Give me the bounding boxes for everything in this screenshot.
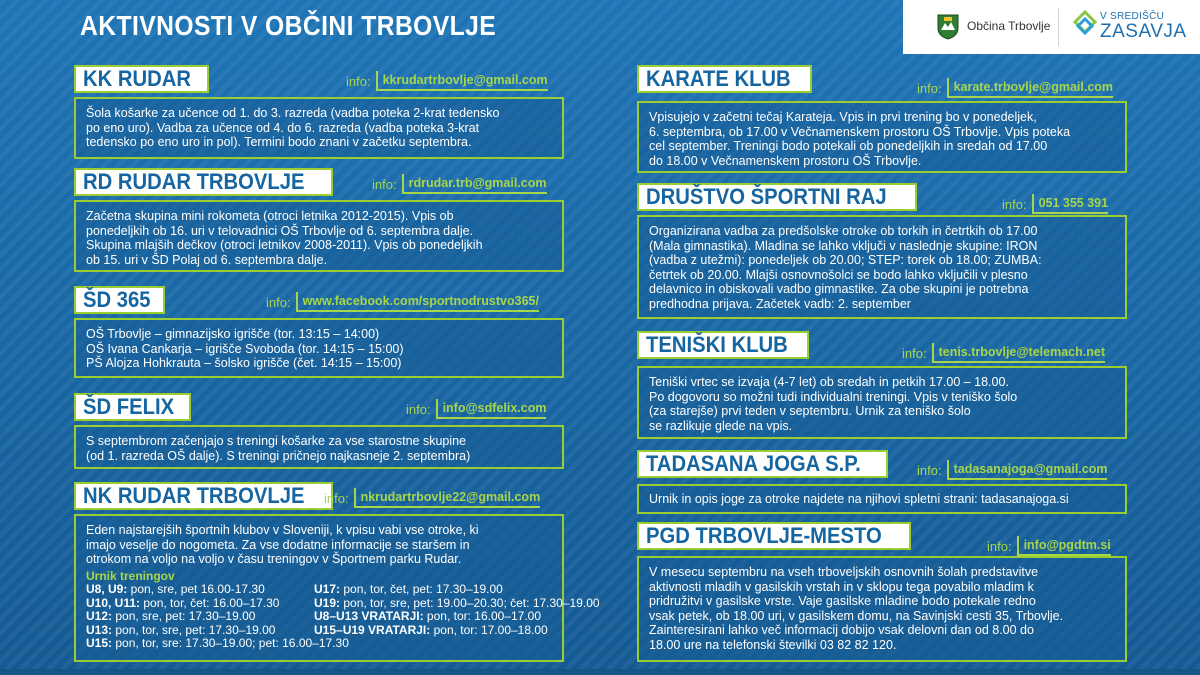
club-sd-365 [74, 286, 564, 380]
club-description-box [637, 215, 1127, 319]
schedule-group: U10, U11: [86, 595, 141, 610]
club-info [372, 173, 547, 195]
club-info [917, 459, 1107, 481]
schedule-column-right [314, 582, 600, 651]
schedule-group: U19: [314, 595, 341, 610]
club-sportni-raj [637, 183, 1127, 319]
club-title: PGD TRBOVLJE-MESTO [646, 523, 882, 548]
header [0, 0, 1200, 54]
schedule-group: U15–U19 VRATARJI: [314, 622, 431, 637]
club-info [987, 535, 1111, 557]
schedule-row [314, 595, 600, 611]
schedule-row [86, 583, 314, 597]
club-title: DRUŠTVO ŠPORTNI RAJ [646, 184, 887, 209]
club-email-link[interactable]: rdrudar.trb@gmail.com [402, 174, 547, 194]
schedule-group: U17: [314, 582, 341, 596]
club-title: KK RUDAR [83, 66, 191, 91]
club-description-box [637, 484, 1127, 514]
club-description: OŠ Trbovlje – gimnazijsko igrišče (tor. 13:15 – 14:00) OŠ Ivana Cankarja – igrišče Svoboda (tor. 14:15 – 15:00) PŠ Alojza Hohkrauta – šolsko igrišče (čet. 14:15 – 15:00) [86, 327, 404, 370]
club-sd-felix [74, 393, 564, 469]
schedule-group: U13: [86, 622, 113, 637]
club-description: V mesecu septembru na vseh trboveljskih osnovnih šolah predstavitve aktivnosti mladih v gasilskih vrstah in v sklopu tega povabilo mladim k pridružitvi v gasilske vrste. Vaje gasilske mladine bodo potekale redno vsak petek, ob 18.00 uri, v gasilskem domu, na Savinjski cesti 35, Trbovlje. Zainteresirani lahko več informacij dobijo vsak delovni dan od 8.00 do 18.00 ure na telefonski številki 03 82 82 120. [649, 565, 1064, 652]
info-label: info: [346, 73, 371, 89]
club-description: Teniški vrtec se izvaja (4-7 let) ob sredah in petkih 17.00 – 18.00. Po dogovoru so možni tudi individualni treningi. Vpis v teniško šolo (za starejše) prvi teden v septembru. Urnik za teniško šolo se razlikuje glede na vpis. [649, 375, 1018, 433]
club-email-link[interactable]: tadasanajoga@gmail.com [947, 460, 1108, 480]
schedule-times: pon, sre, pet 16.00-17.30 [127, 582, 265, 596]
info-label: info: [902, 345, 927, 361]
crest-icon [937, 14, 959, 40]
club-title: RD RUDAR TRBOVLJE [83, 169, 305, 194]
page-title: AKTIVNOSTI V OBČINI TRBOVLJE [80, 10, 497, 41]
club-title-bar [637, 522, 911, 550]
club-email-link[interactable]: kkrudartrbovlje@gmail.com [376, 71, 548, 91]
schedule-times: pon, tor, čet, pet: 17.30–19.00 [340, 582, 503, 596]
schedule-times: pon, tor, sre, pet: 19.00–20.30; čet: 17.30–19.00 [340, 595, 600, 610]
club-title-bar [637, 65, 812, 93]
schedule-row [314, 583, 584, 597]
club-title-bar [74, 482, 333, 510]
club-info [406, 398, 546, 420]
club-title: ŠD 365 [83, 287, 151, 312]
club-description: Vpisujejo v začetni tečaj Karateja. Vpis in prvi trening bo v ponedeljek, 6. septembra, ob 17.00 v Večnamenskem prostoru OŠ Trbovlje. Vpis poteka cel september. Treningi bodo potekali ob ponedeljkih in sredah od 17.00 do 18.00 v Večnamenskem prostoru OŠ Trbovlje. [649, 110, 1071, 168]
footer-stripe [0, 669, 1200, 675]
schedule-times: pon, tor: 17.00–18.00 [430, 622, 548, 637]
club-title-bar [74, 393, 191, 421]
club-title-bar [74, 286, 165, 314]
logo-divider [1058, 8, 1059, 46]
obcina-logo-label: Občina Trbovlje [967, 19, 1051, 33]
schedule-times: pon, tor, sre, pet: 17.30–19.00 [112, 622, 276, 637]
club-title-bar [74, 168, 333, 196]
club-description-box [637, 556, 1127, 662]
club-description-box [74, 200, 564, 272]
club-description-box [74, 318, 564, 378]
club-info [266, 291, 539, 313]
club-description: Začetna skupina mini rokometa (otroci letnika 2012-2015). Vpis ob ponedeljkih ob 16. uri v telovadnici OŠ Trbovlje od 6. septembra dalje. Skupina mlajših dečkov (otroci letnikov 2008-2011). Vpis ob ponedeljkih ob 15. uri v ŠD Polaj od 6. septembra dalje. [86, 209, 483, 267]
club-description-box [74, 97, 564, 159]
club-info [902, 342, 1105, 364]
club-phone-link[interactable]: 051 355 391 [1032, 194, 1109, 214]
club-email-link[interactable]: nkrudartrbovlje22@gmail.com [354, 488, 541, 508]
club-email-link[interactable]: tenis.trbovlje@telemach.net [932, 343, 1105, 363]
club-facebook-link[interactable]: www.facebook.com/sportnodrustvo365/ [296, 292, 539, 312]
schedule-group: U12: [86, 609, 113, 623]
club-description: Organizirana vadba za predšolske otroke ob torkih in četrtkih ob 17.00 (Mala gimnastika). Mladina se lahko vključi v naslednje skupine: IRON (vadba z utežmi): ponedeljek ob 20.00; STEP: torek ob 18.00; ZUMBA: četrtek ob 20.00. Mlajši osnovnošolci se bodo lahko vključili v plesno delavnico in obiskovali vadbo gimnastike. Za obe skupini je potrebna predhodna prijava. Začetek vadb: 2. september [649, 224, 1042, 311]
schedule-title: Urnik treningov [86, 568, 175, 583]
schedule-times: pon, sre, pet: 17.30–19.00 [112, 609, 256, 623]
schedule-row [86, 624, 314, 638]
zasavje-logo-small: V SREDIŠČU [1100, 11, 1165, 22]
club-kk-rudar [74, 65, 564, 159]
club-title-bar [637, 450, 888, 478]
zasavje-logo-big: ZASAVJA [1100, 21, 1187, 42]
info-label: info: [917, 80, 942, 96]
zasavje-logo-icon [1073, 10, 1097, 40]
club-title: TADASANA JOGA S.P. [646, 451, 861, 476]
club-title: KARATE KLUB [646, 66, 791, 91]
logo-area [903, 0, 1200, 54]
club-info [324, 487, 540, 509]
club-description: Šola košarke za učence od 1. do 3. razreda (vadba poteka 2-krat tedensko po eno uro). Vadba za učence od 4. do 6. razreda (vadba poteka 3-krat tedensko po eno uro in pol). Termini bodo znani v začetku septembra. [86, 106, 500, 149]
club-tadasana [637, 450, 1127, 514]
club-info [917, 77, 1113, 99]
schedule-row [314, 610, 584, 624]
club-description: Eden najstarejših športnih klubov v Sloveniji, k vpisu vabi vse otroke, ki imajo veselje do nogometa. Za vse dodatne informacije se staršem in otrokom na voljo na voljo v času treningov v Športnem parku Rudar. [86, 523, 479, 566]
club-title-bar [637, 183, 917, 211]
club-title: NK RUDAR TRBOVLJE [83, 483, 305, 508]
training-schedule [86, 582, 600, 651]
club-title-bar [74, 65, 209, 93]
info-label: info: [324, 490, 349, 506]
club-title-bar [637, 331, 809, 359]
club-rd-rudar [74, 168, 564, 272]
club-description-box [637, 366, 1127, 439]
club-title: ŠD FELIX [83, 394, 175, 419]
club-description-box [637, 101, 1127, 173]
schedule-times: pon, tor: 16.00–17.00 [423, 609, 542, 623]
club-teniski [637, 331, 1127, 439]
schedule-group: U8, U9: [86, 582, 128, 596]
club-info [346, 70, 548, 92]
info-label: info: [266, 294, 291, 310]
club-email-link[interactable]: info@pgdtm.si [1017, 536, 1111, 556]
schedule-group: U8–U13 VRATARJI: [314, 609, 424, 623]
schedule-times: pon, tor, čet: 16.00–17.30 [140, 595, 280, 610]
club-karate [637, 65, 1127, 173]
club-info [1002, 193, 1108, 215]
info-label: info: [987, 538, 1012, 554]
club-description-box [74, 425, 564, 469]
info-label: info: [917, 462, 942, 478]
club-description-box [74, 514, 600, 662]
club-description: Urnik in opis joge za otroke najdete na njihovi spletni strani: tadasanajoga.si [649, 492, 1069, 506]
schedule-row [86, 610, 314, 624]
schedule-group: U15: [86, 636, 113, 650]
club-pgd [637, 522, 1127, 662]
club-title: TENIŠKI KLUB [646, 332, 788, 357]
schedule-row [86, 636, 349, 651]
schedule-row [86, 597, 314, 611]
info-label: info: [1002, 196, 1027, 212]
club-email-link[interactable]: info@sdfelix.com [436, 399, 547, 419]
schedule-row [314, 624, 584, 638]
club-nk-rudar [74, 482, 600, 662]
info-label: info: [406, 401, 431, 417]
info-label: info: [372, 176, 397, 192]
club-email-link[interactable]: karate.trbovlje@gmail.com [947, 78, 1113, 98]
schedule-times: pon, tor, sre: 17.30–19.00; pet: 16.00–17.30 [112, 636, 349, 650]
club-description: S septembrom začenjajo s treningi košarke za vse starostne skupine (od 1. razreda OŠ dalje). S treningi pričnejo najkasneje 2. septembra) [86, 434, 471, 463]
